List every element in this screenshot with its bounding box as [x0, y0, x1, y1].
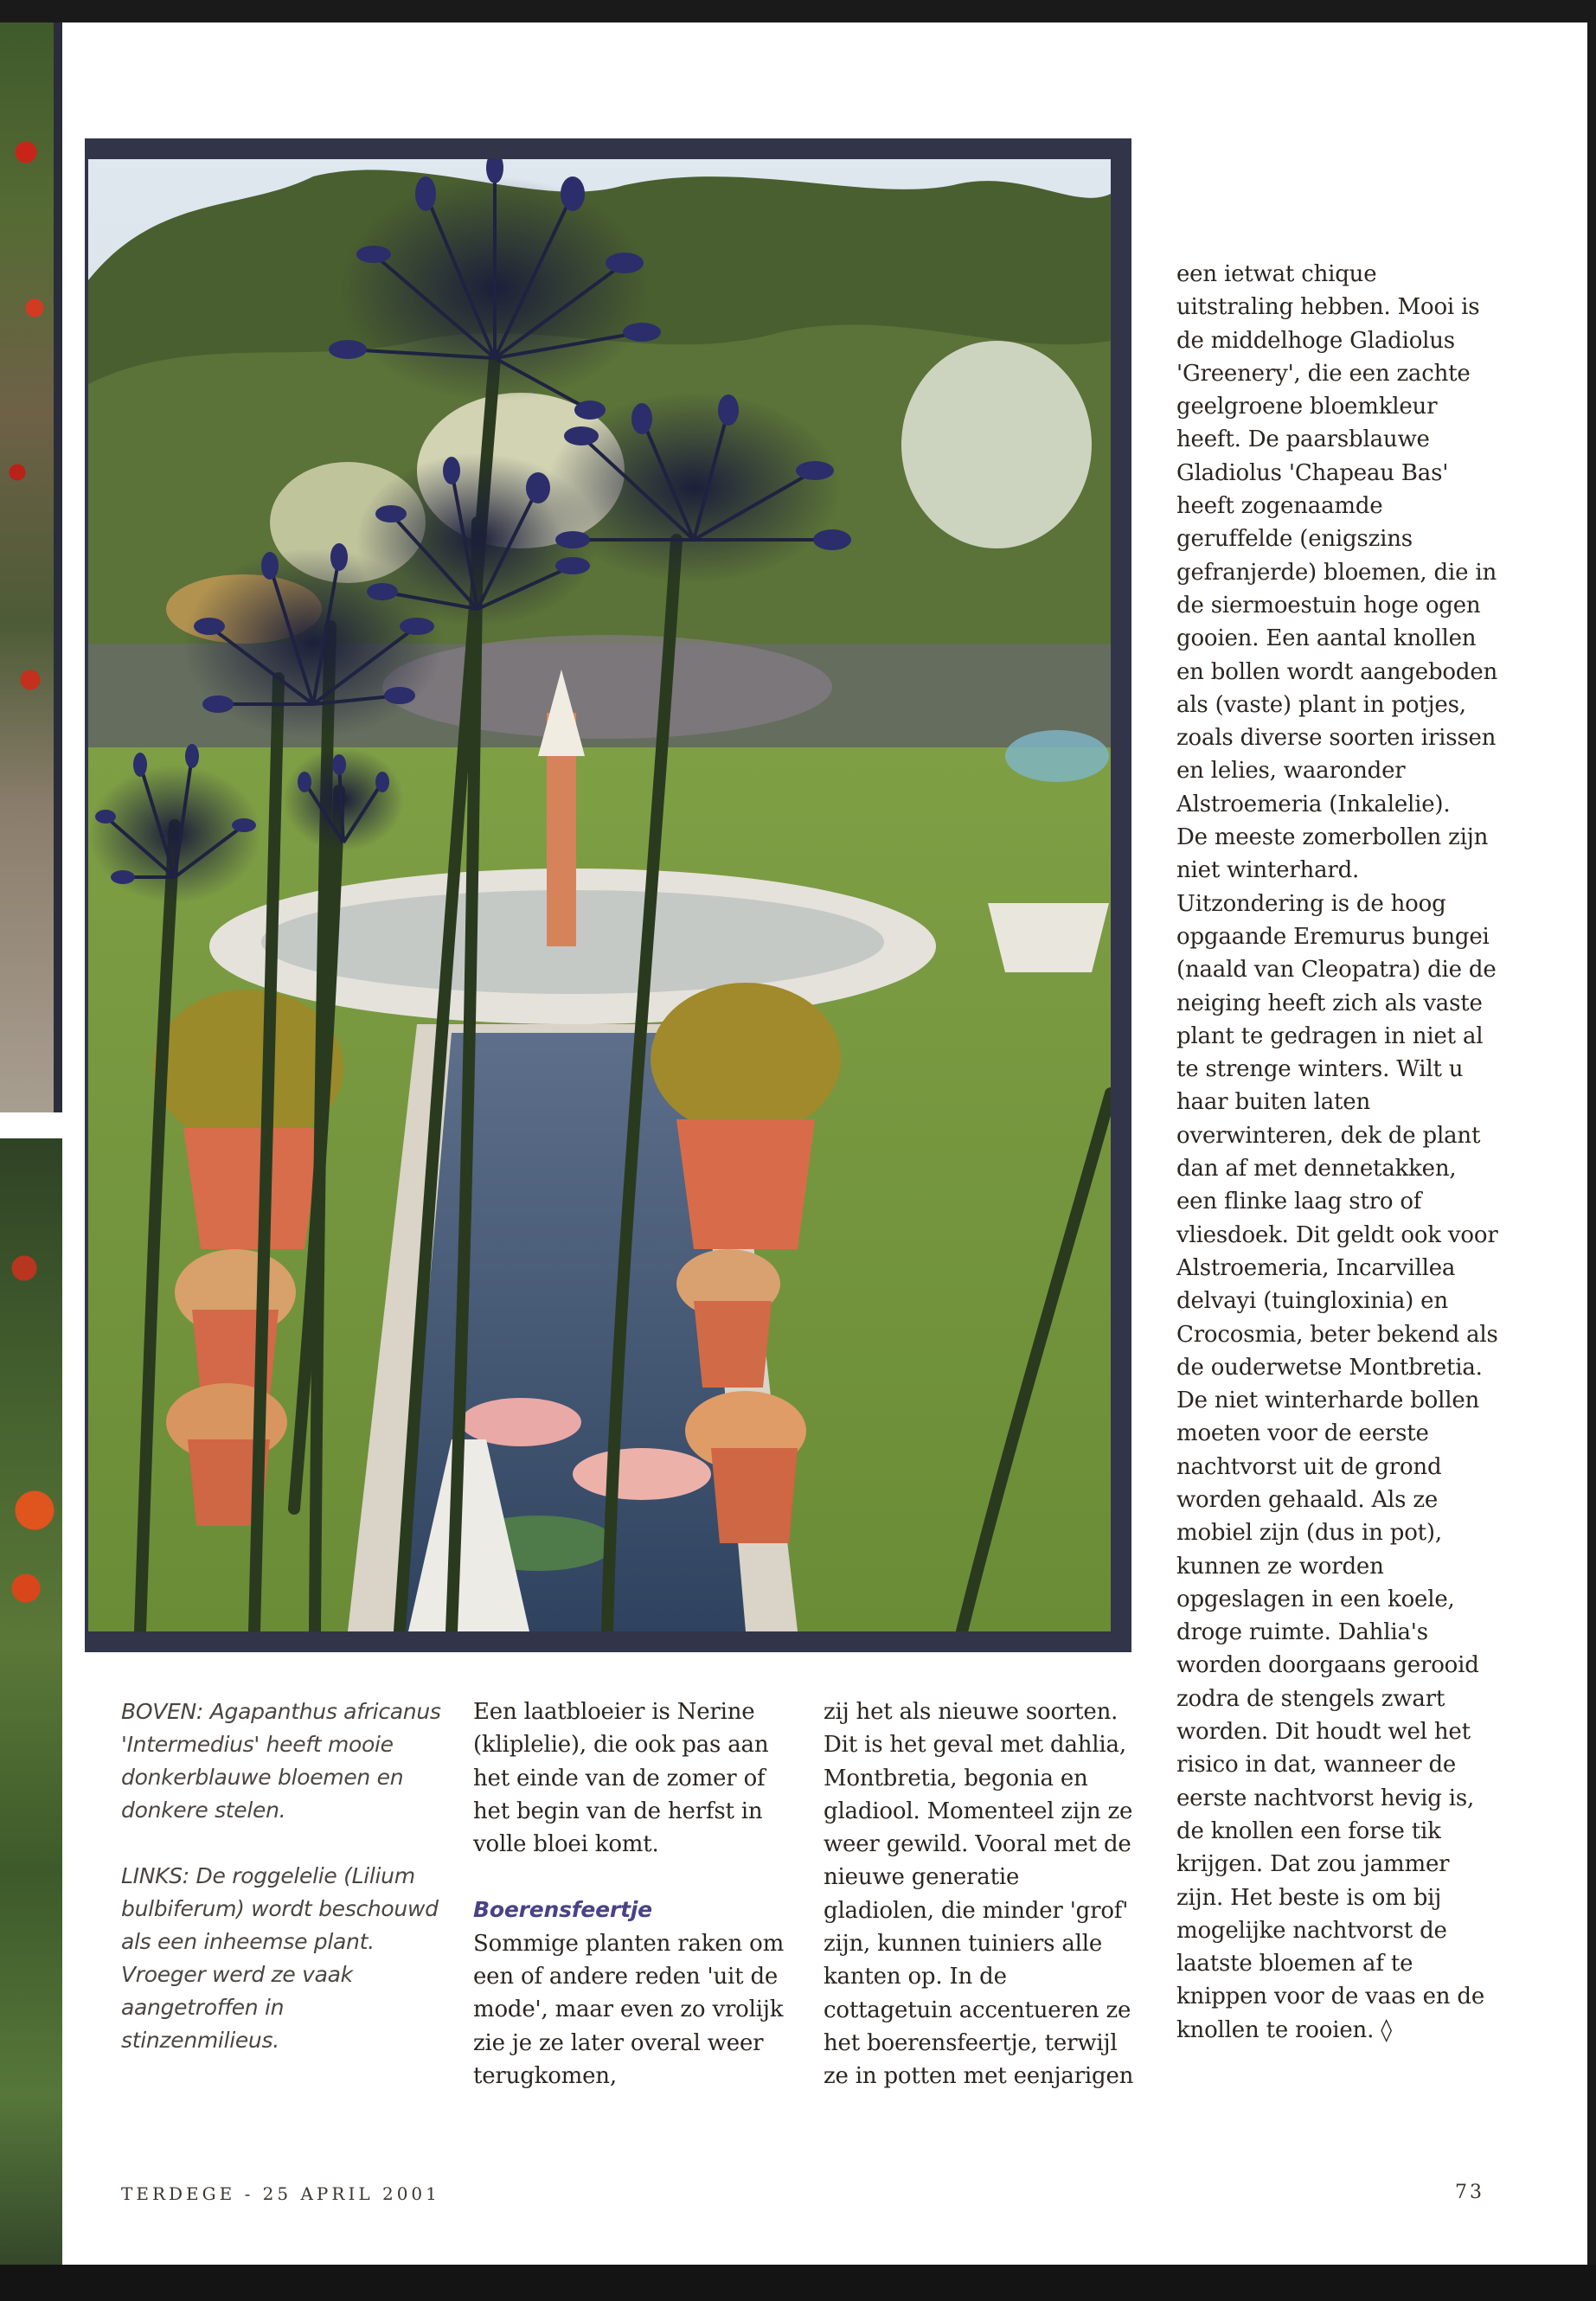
- page-frame-bottom: [0, 2265, 1596, 2301]
- caption-left-photo: LINKS: De roggelelie (Lilium bulbiferum) wordt beschouwd als een inheemse plant. Vroeger werd ze vaak aangetroffen in stinzenmilieus.: [121, 1863, 439, 2053]
- photo-captions: [121, 1695, 441, 2090]
- adjacent-photo-lily: [0, 1138, 62, 2265]
- subheading: Boerensfeertje: [473, 1897, 652, 1923]
- paragraph: Sommige planten raken om een of andere reden 'uit de mode', maar even zo vrolijk zie je ze later overal weer terugkomen,: [473, 1930, 785, 2089]
- paragraph: zij het als nieuwe soorten. Dit is het geval met dahlia, Montbretia, begonia en gladiool. Momenteel zijn ze weer gewild. Vooral met de nieuwe generatie gladiolen, die minder 'grof' zijn, kunnen tuiniers alle kanten op. In de cottagetuin accentueren ze het boerensfeertje, terwijl ze in potten met eenjarigen: [824, 1699, 1134, 2090]
- adjacent-photo-gap: [0, 1112, 62, 1138]
- paragraph: een ietwat chique uitstraling hebben. Mooi is de middelhoge Gladiolus 'Greenery', die een zachte geelgroene bloemkleur heeft. De paarsblauwe Gladiolus 'Chapeau Bas' heeft zogenaamde geruffelde (enigszins gefranjerde) bloemen, die in de siermoestuin hoge ogen gooien. Een aantal knollen en bollen wordt aangeboden als (vaste) plant in potjes, zoals diverse soorten irissen en lelies, waaronder Alstroemeria (Inkalelie).: [1176, 261, 1498, 817]
- article-column-2: [473, 1695, 785, 2093]
- agapanthus-garden-photo: [88, 159, 1111, 1631]
- article-column-3: [824, 1695, 1135, 2093]
- article-column-4: [1176, 258, 1498, 2047]
- paragraph: Een laatbloeier is Nerine (kliplelie), die ook pas aan het einde van de zomer of het begin van de herfst in volle bloei komt.: [473, 1699, 769, 1858]
- publication-footer: TERDEGE - 25 APRIL 2001: [121, 2183, 440, 2204]
- page-frame-right: [1587, 0, 1596, 2301]
- main-photo-frame: [85, 138, 1131, 1652]
- adjacent-page-strip: [0, 22, 62, 2265]
- caption-top-photo: BOVEN: Agapanthus africanus 'Intermedius' heeft mooie donkerblauwe bloemen en donkere stelen.: [121, 1699, 441, 1823]
- adjacent-photo-border: [54, 22, 62, 1112]
- paragraph: De meeste zomerbollen zijn niet winterhard. Uitzondering is de hoog opgaande Eremurus bungei (naald van Cleopatra) die de neiging heeft zich als vaste plant te gedragen in niet al te strenge winters. Wilt u haar buiten laten overwinteren, dek de plant dan af met dennetakken, een flinke laag stro of vliesdoek. Dit geldt ook voor Alstroemeria, Incarvillea delvayi (tuingloxinia) en Crocosmia, beter bekend als de ouderwetse Montbretia. De niet winterharde bollen moeten voor de eerste nachtvorst uit de grond worden gehaald. Als ze mobiel zijn (dus in pot), kunnen ze worden opgeslagen in een koele, droge ruimte. Dahlia's worden doorgaans gerooid zodra de stengels zwart worden. Dit houdt wel het risico in dat, wanneer de eerste nachtvorst hevig is, de knollen een forse tik krijgen. Dat zou jammer zijn. Het beste is om bij mogelijke nachtvorst de laatste bloemen af te knippen voor de vaas en de knollen te rooien. ◊: [1176, 824, 1498, 2043]
- page-number: 73: [1455, 2182, 1484, 2203]
- page-frame-top: [0, 0, 1596, 22]
